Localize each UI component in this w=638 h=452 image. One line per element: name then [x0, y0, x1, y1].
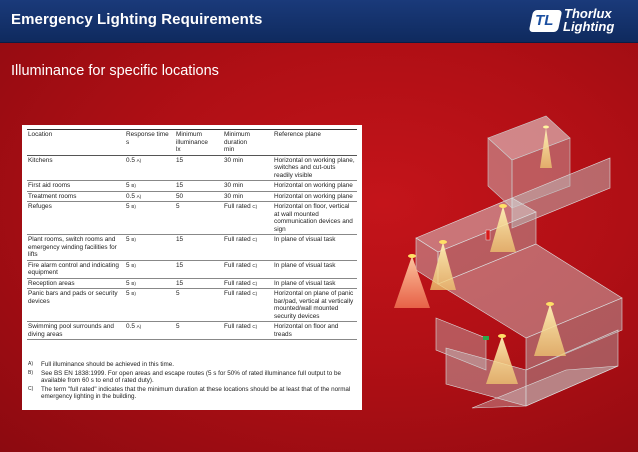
cell-location: Refuges [27, 202, 125, 235]
column-header-minimum-duration: Minimum duration min [223, 130, 273, 156]
fire-extinguisher-icon [486, 230, 490, 240]
cell-location: Swimming pool surrounds and diving areas [27, 322, 125, 340]
luminaire-icon [498, 334, 506, 338]
light-cone-lower [486, 336, 518, 384]
cell-minimum-illuminance: 15 [175, 278, 223, 289]
footnote-text: See BS EN 1838:1999. For open areas and escape routes (5 s for 50% of rated illuminance full output to be available from 60 s to end of rated duty). [41, 369, 341, 385]
cell-location: First aid rooms [27, 181, 125, 192]
cell-reference-plane: Horizontal on plane of panic bar/pad, vertical at vertically mounted/wall mounted security devices [273, 289, 357, 322]
table-row [27, 191, 357, 202]
footnote-text: Full illuminance should be achieved in this time. [41, 361, 175, 368]
cell-response-time: 5 $^{B)}$ [125, 181, 175, 192]
cell-minimum-duration: 30 min [223, 181, 273, 192]
slide-subtitle: Illuminance for specific locations [11, 63, 219, 79]
header-bar [0, 0, 638, 43]
table-row [27, 181, 357, 192]
cell-response-time: 0.5 $^{A)}$ [125, 155, 175, 181]
cell-reference-plane: Horizontal on working plane [273, 181, 357, 192]
cell-reference-plane: Horizontal on floor, vertical at wall mounted communication devices and sign [273, 202, 357, 235]
table-row [27, 235, 357, 261]
cell-reference-plane: Horizontal on working plane, switches and cut-outs readily visible [273, 155, 357, 181]
cell-reference-plane: In plane of visual task [273, 260, 357, 278]
cell-minimum-duration: Full rated $^{C)}$ [223, 289, 273, 322]
cell-minimum-duration: Full rated $^{C)}$ [223, 278, 273, 289]
cell-minimum-duration: Full rated $^{C)}$ [223, 202, 273, 235]
exit-sign-icon [483, 336, 489, 340]
footnote [28, 386, 356, 401]
cell-reference-plane: In plane of visual task [273, 235, 357, 261]
cell-minimum-duration: 30 min [223, 155, 273, 181]
cell-response-time: 0.5 $^{A)}$ [125, 322, 175, 340]
requirements-document [22, 125, 362, 410]
cell-minimum-duration: Full rated $^{C)}$ [223, 322, 273, 340]
illuminance-table [27, 129, 357, 340]
logo-brand-subtitle: Lighting [563, 19, 615, 34]
cell-location: Kitchens [27, 155, 125, 181]
table-row [27, 278, 357, 289]
cell-reference-plane: In plane of visual task [273, 278, 357, 289]
cell-location: Panic bars and pads or security devices [27, 289, 125, 322]
cell-minimum-illuminance: 5 [175, 202, 223, 235]
logo-brand-name: Thorlux [564, 6, 612, 21]
cell-minimum-illuminance: 15 [175, 181, 223, 192]
cell-minimum-duration: 30 min [223, 191, 273, 202]
cell-response-time: 5 $^{B)}$ [125, 235, 175, 261]
footnote [28, 361, 356, 369]
column-header-response-time: Response time s [125, 130, 175, 156]
table-row [27, 260, 357, 278]
cell-location: Plant rooms, switch rooms and emergency winding facilities for lifts [27, 235, 125, 261]
logo-badge-text: TL [535, 12, 554, 29]
footnote-marker: B) [28, 369, 33, 376]
cell-minimum-illuminance: 15 [175, 235, 223, 261]
cell-minimum-illuminance: 15 [175, 155, 223, 181]
cell-minimum-illuminance: 5 [175, 289, 223, 322]
cell-minimum-illuminance: 50 [175, 191, 223, 202]
cell-minimum-duration: Full rated $^{C)}$ [223, 260, 273, 278]
cell-location: Treatment rooms [27, 191, 125, 202]
table-body [27, 155, 357, 340]
logo-badge [529, 10, 563, 32]
cell-location: Fire alarm control and indicating equipment [27, 260, 125, 278]
table-header-row [27, 130, 357, 156]
cell-response-time: 5 $^{B)}$ [125, 202, 175, 235]
luminaire-icon [408, 254, 416, 258]
cell-response-time: 0.5 $^{A)}$ [125, 191, 175, 202]
table-row [27, 202, 357, 235]
column-header-location: Location [27, 130, 125, 156]
luminaire-icon [543, 126, 549, 129]
cell-response-time: 5 $^{B)}$ [125, 289, 175, 322]
cell-response-time: 5 $^{B)}$ [125, 278, 175, 289]
cell-minimum-illuminance: 5 [175, 322, 223, 340]
footnote-marker: C) [28, 385, 34, 392]
column-header-minimum-illuminance: Minimum illuminance lx [175, 130, 223, 156]
footnote [28, 370, 356, 385]
table-row [27, 155, 357, 181]
footnote-text: The term "full rated" indicates that the minimum duration at these locations should be at least that of the normal emergency lighting in the building. [41, 385, 351, 401]
cell-reference-plane: Horizontal on floor and treads [273, 322, 357, 340]
luminaire-icon [546, 302, 554, 306]
slide-title: Emergency Lighting Requirements [11, 11, 263, 28]
table-footnotes [28, 361, 356, 402]
cell-location: Reception areas [27, 278, 125, 289]
cell-minimum-duration: Full rated $^{C)}$ [223, 235, 273, 261]
luminaire-icon [439, 240, 447, 244]
column-header-reference-plane: Reference plane [273, 130, 357, 156]
cell-minimum-illuminance: 15 [175, 260, 223, 278]
luminaire-icon [499, 204, 507, 208]
cell-response-time: 5 $^{B)}$ [125, 260, 175, 278]
cell-reference-plane: Horizontal on working plane [273, 191, 357, 202]
footnote-marker: A) [28, 361, 33, 367]
thorlux-logo [531, 8, 627, 35]
table-row [27, 289, 357, 322]
emergency-lighting-corridor-illustration [386, 108, 626, 418]
table-row [27, 322, 357, 340]
